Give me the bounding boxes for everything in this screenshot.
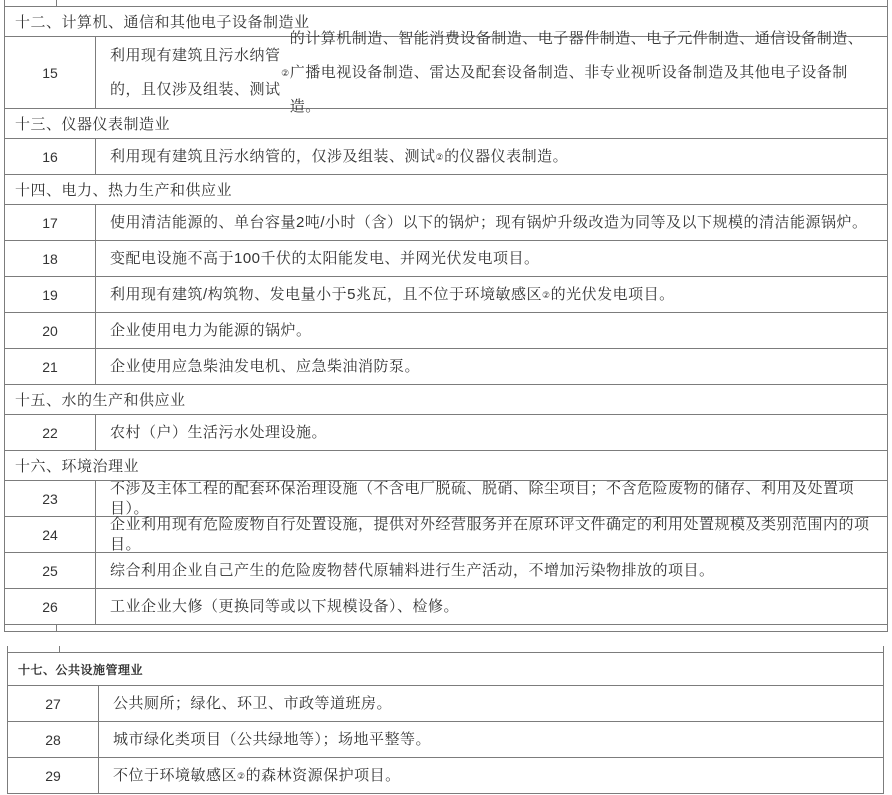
row-number: 16 <box>5 139 96 174</box>
row-text: 综合利用企业自己产生的危险废物替代原辅料进行生产活动，不增加污染物排放的项目。 <box>110 561 715 579</box>
table-row <box>5 349 887 385</box>
partial-number-cell <box>8 646 60 652</box>
row-text: 利用现有建筑/构筑物、发电量小于5兆瓦，且不位于环境敏感区 ② 的光伏发电项目。 <box>110 285 675 303</box>
partial-text-cell <box>60 646 883 652</box>
section-title: 十六、环境治理业 <box>15 458 140 475</box>
partial-row <box>5 625 887 632</box>
table-row <box>5 241 887 277</box>
row-text: 利用现有建筑且污水纳管的，仅涉及组装、测试 ② 的仪器仪表制造。 <box>110 147 569 165</box>
row-text: 城市绿化类项目（公共绿地等）；场地平整等。 <box>113 730 432 748</box>
partial-row <box>8 646 883 653</box>
row-number: 28 <box>8 722 99 757</box>
section-title: 十二、计算机、通信和其他电子设备制造业 <box>15 14 310 31</box>
table-gap <box>0 632 892 646</box>
table-row <box>5 205 887 241</box>
row-number: 27 <box>8 686 99 721</box>
table-row <box>5 589 887 625</box>
section-title: 十五、水的生产和供应业 <box>15 392 186 409</box>
table-row <box>5 415 887 451</box>
section-title: 十四、电力、热力生产和供应业 <box>15 182 233 199</box>
section-header-row <box>5 175 887 205</box>
table-row <box>5 29 887 115</box>
partial-text-cell <box>57 625 887 631</box>
row-text: 使用清洁能源的、单台容量2吨/小时（含）以下的锅炉；现有锅炉升级改造为同等及以下规模的清洁能源锅炉。 <box>110 213 868 231</box>
row-text: 变配电设施不高于100千伏的太阳能发电、并网光伏发电项目。 <box>110 249 540 267</box>
row-number: 17 <box>5 205 96 240</box>
row-text: 企业使用应急柴油发电机、应急柴油消防泵。 <box>110 357 421 375</box>
exemption-table-lower <box>7 646 884 794</box>
row-text: 企业利用现有危险废物自行处置设施，提供对外经营服务并在原环评文件确定的利用处置规模及类别范围内的项目。 <box>110 515 870 553</box>
table-row <box>5 553 887 589</box>
row-number: 18 <box>5 241 96 276</box>
table-row <box>8 758 883 794</box>
row-number: 21 <box>5 349 96 384</box>
row-number: 20 <box>5 313 96 348</box>
exemption-table-upper <box>4 0 888 632</box>
row-number: 29 <box>8 758 99 793</box>
section-header-row <box>5 451 887 481</box>
row-text: 公共厕所；绿化、环卫、市政等道班房。 <box>113 694 393 712</box>
row-number: 19 <box>5 277 96 312</box>
section-title: 十三、仪器仪表制造业 <box>15 116 171 133</box>
section-header-row <box>8 653 883 686</box>
table-row <box>8 722 883 758</box>
table-row <box>8 686 883 722</box>
partial-row <box>5 0 887 7</box>
row-text: 利用现有建筑且污水纳管的，且仅涉及组装、测试 ② 的计算机制造、智能消费设备制造、电子器件制造、电子元件制造、通信设备制造、广播电视设备制造、雷达及配套设备制造、非专业视听设备制造及其他电子设备制造。 <box>110 29 864 115</box>
row-number: 26 <box>5 589 96 624</box>
row-number: 15 <box>5 37 96 108</box>
row-text: 不涉及主体工程的配套环保治理设施（不含电厂脱硫、脱硝、除尘项目；不含危险废物的储存、利用及处置项目）。 <box>110 479 855 517</box>
row-number: 24 <box>5 517 96 552</box>
row-number: 23 <box>5 481 96 516</box>
partial-number-cell <box>5 0 57 6</box>
partial-text-cell <box>57 0 887 6</box>
section-title: 十七、公共设施管理业 <box>18 662 144 677</box>
table-row <box>5 517 887 553</box>
row-text: 企业使用电力为能源的锅炉。 <box>110 321 312 339</box>
section-header-row <box>5 385 887 415</box>
row-text: 农村（户）生活污水处理设施。 <box>110 423 328 441</box>
row-number: 25 <box>5 553 96 588</box>
partial-number-cell <box>5 625 57 631</box>
row-text: 不位于环境敏感区 ② 的森林资源保护项目。 <box>113 766 401 784</box>
table-row <box>5 139 887 175</box>
row-number: 22 <box>5 415 96 450</box>
table-row <box>5 277 887 313</box>
table-row <box>5 481 887 517</box>
table-row <box>5 313 887 349</box>
row-text: 工业企业大修（更换同等或以下规模设备）、检修。 <box>110 597 460 615</box>
